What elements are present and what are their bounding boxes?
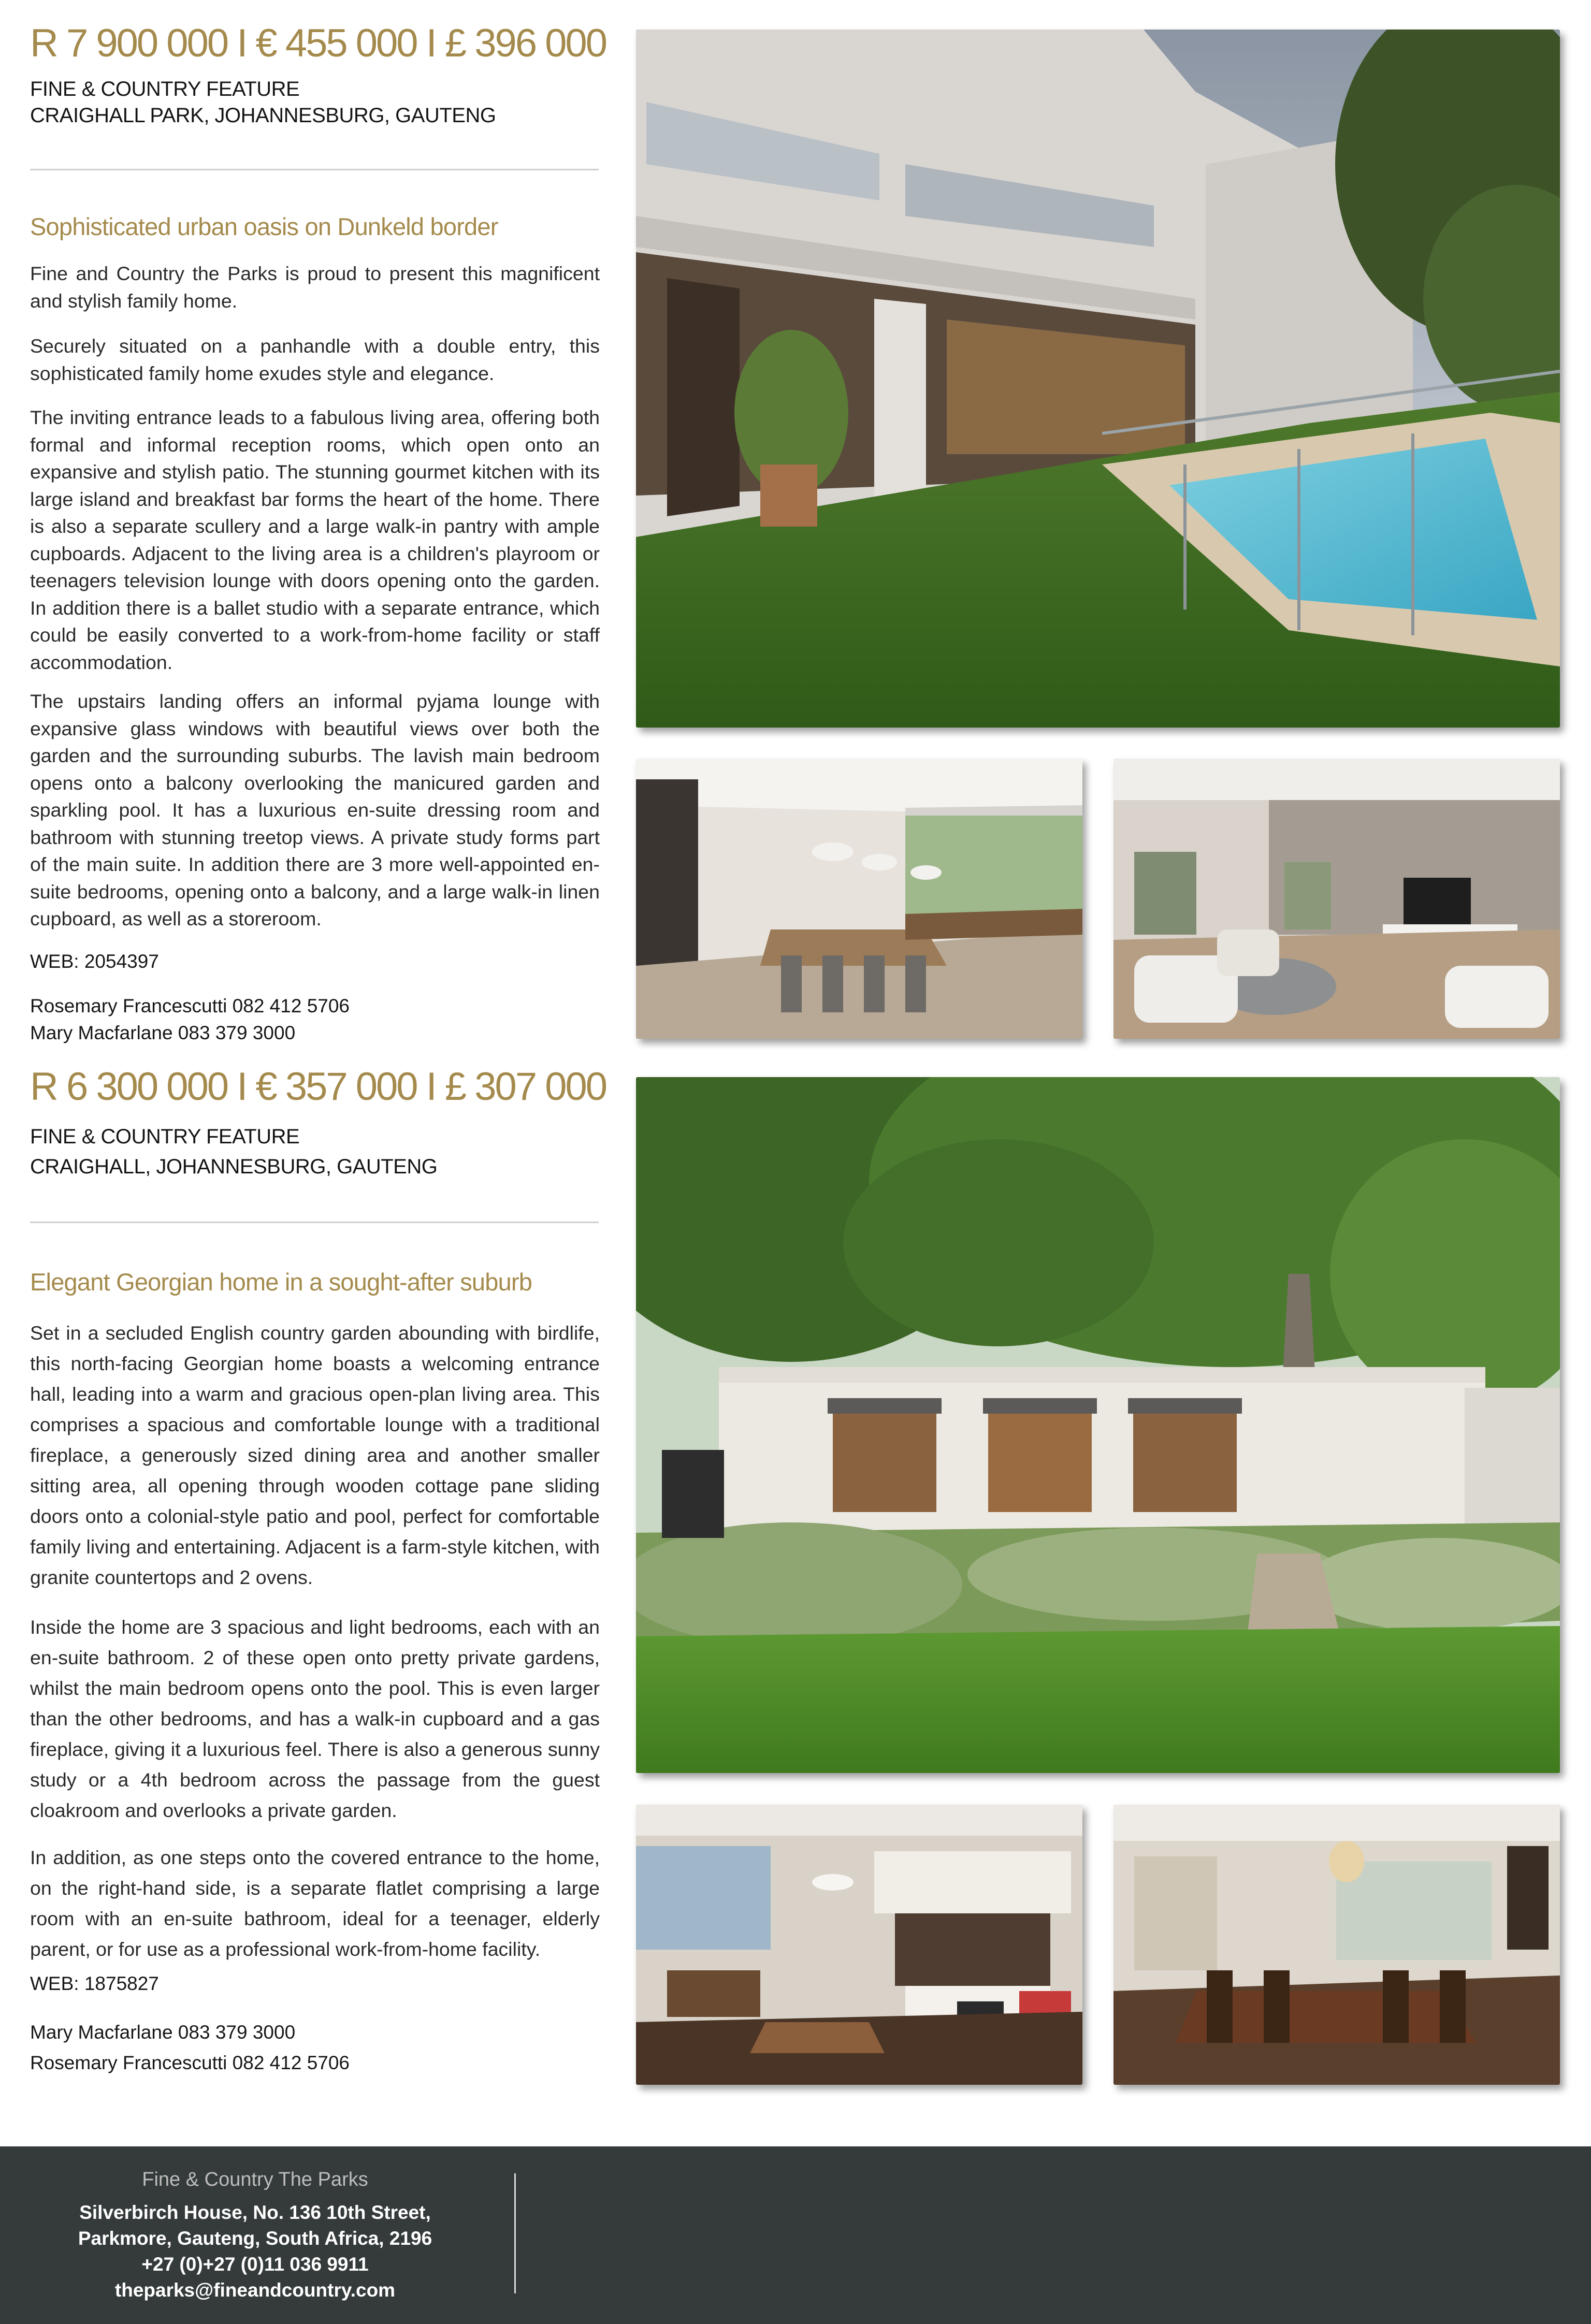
agent-contact: Mary Macfarlane 083 379 3000 [30, 1022, 296, 1043]
feature-label: FINE & COUNTRY FEATURE [30, 78, 300, 100]
footer [0, 2146, 1591, 2324]
description-paragraph: Securely situated on a panhandle with a double entry, this sophisticated family home exudes style and elegance. [30, 335, 600, 384]
location: CRAIGHALL PARK, JOHANNESBURG, GAUTENG [30, 104, 496, 127]
open-plan-dining-photo [636, 759, 1082, 1039]
office-name: Fine & Country The Parks [142, 2169, 368, 2190]
location: CRAIGHALL, JOHANNESBURG, GAUTENG [30, 1155, 438, 1178]
agent-contact: Rosemary Francescutti 082 412 5706 [30, 2052, 350, 2073]
kitchen-photo [636, 1805, 1082, 2085]
divider [30, 169, 599, 170]
agent-contact: Mary Macfarlane 083 379 3000 [30, 2022, 296, 2043]
listing-1-text-column [30, 0, 606, 1051]
web-reference: WEB: 2054397 [30, 951, 159, 972]
office-address [0, 2200, 510, 2303]
price-line: R 6 300 000 I € 357 000 I £ 307 000 [30, 1065, 606, 1109]
agent-contact: Rosemary Francescutti 082 412 5706 [30, 995, 350, 1016]
property-listing-2 [0, 1051, 1591, 2108]
description-paragraph: Fine and Country the Parks is proud to present this magnificent and stylish family home. [30, 263, 600, 312]
description-paragraph: The upstairs landing offers an informal pyjama lounge with expansive glass windows with beautiful views over both the garden and the surrounding suburbs. The lavish main bedroom opens onto a balcony overlooking the manicured garden and sparkling pool. It has a luxurious en-suite dressing room and bathroom with stunning treetop views. A private study forms part of the main suite. In addition there are 3 more well-appointed en-suite bedrooms, opening onto a balcony, and a large walk-in linen cupboard, as well as a storeroom. [30, 690, 600, 929]
description-paragraph: The inviting entrance leads to a fabulous living area, offering both formal and informal reception rooms, which open onto an expansive and stylish patio. The stunning gourmet kitchen with its large island and breakfast bar forms the heart of the home. There is also a separate scullery and a large walk-in pantry with ample cupboards. Adjacent to the living area is a children's playroom or teenagers television lounge with doors opening onto the garden. In addition there is a ballet studio with a separate entrance, which could be easily converted to a work-from-home facility or staff accommodation. [30, 406, 600, 673]
email-link[interactable]: theparks@fineandcountry.com [114, 2279, 396, 2301]
footer-divider [514, 2173, 516, 2293]
lounge-photo [1113, 759, 1560, 1039]
listing-2-text-column [30, 1051, 606, 2108]
headline: Sophisticated urban oasis on Dunkeld border [30, 213, 498, 240]
feature-label: FINE & COUNTRY FEATURE [30, 1125, 300, 1148]
georgian-garden-photo [636, 1077, 1560, 1773]
description-paragraph: Inside the home are 3 spacious and light bedrooms, each with an en-suite bathroom. 2 of these open onto pretty private gardens, whilst the main bedroom opens onto the pool. This is even larger than the other bedrooms, and has a walk-in cupboard and a gas fireplace, giving it a luxurious feel. There is also a generous sunny study or a 4th bedroom across the passage from the guest cloakroom and overlooks a private garden. [30, 1616, 600, 1821]
exterior-pool-photo [636, 30, 1560, 728]
divider [30, 1222, 599, 1223]
description-paragraph: In addition, as one steps onto the covered entrance to the home, on the right-hand side, is a separate flatlet comprising a large room with an en-suite bathroom, ideal for a teenager, elderly parent, or for use as a professional work-from-home facility. [30, 1847, 600, 1960]
address-line: Silverbirch House, No. 136 10th Street, [79, 2202, 431, 2223]
web-reference: WEB: 1875827 [30, 1973, 159, 1994]
dining-room-photo [1113, 1805, 1560, 2085]
headline: Elegant Georgian home in a sought-after suburb [30, 1268, 532, 1296]
phone-number: +27 (0)+27 (0)11 036 9911 [141, 2254, 369, 2275]
description-paragraph: Set in a secluded English country garden abounding with birdlife, this north-facing Georgian home boasts a welcoming entrance hall, leading into a warm and gracious open-plan living area. This comprises a spacious and comfortable lounge with a traditional fireplace, a generously sized dining area and another smaller sitting area, all opening through wooden cottage pane sliding doors onto a colonial-style patio and pool, perfect for comfortable family living and entertaining. Adjacent is a farm-style kitchen, with granite countertops and 2 ovens. [30, 1322, 600, 1588]
property-listing-1 [0, 0, 1591, 1051]
address-line: Parkmore, Gauteng, South Africa, 2196 [78, 2228, 432, 2249]
price-line: R 7 900 000 I € 455 000 I £ 396 000 [30, 21, 606, 65]
